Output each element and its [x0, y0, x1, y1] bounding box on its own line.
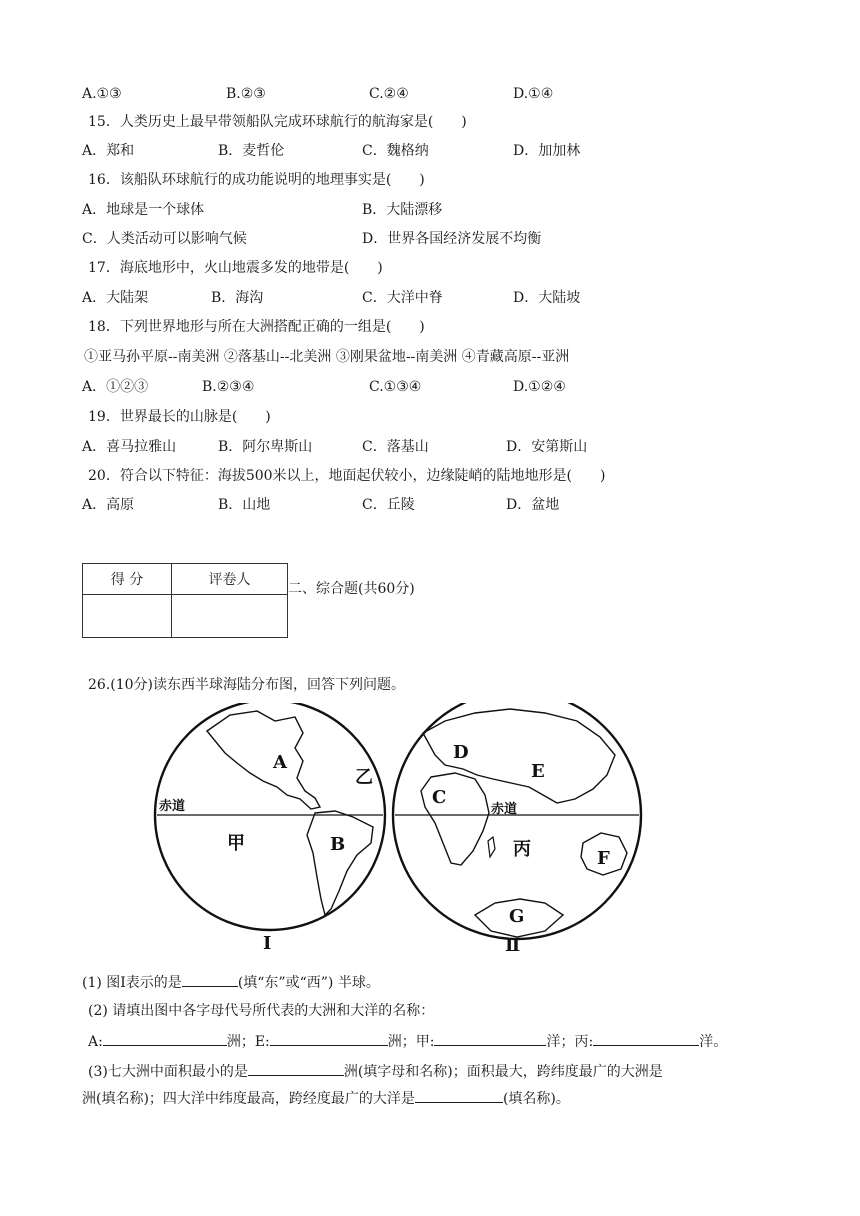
q16-option-a: A．地球是一个球体 — [82, 202, 205, 218]
q14-option-d: D.①④ — [513, 86, 554, 102]
label-f: F — [597, 848, 610, 869]
q14-option-c: C.②④ — [369, 86, 409, 102]
label-d: D — [453, 742, 469, 763]
q26-part2: (2) 请填出图中各字母代号所代表的大洲和大洋的名称： — [88, 1003, 435, 1019]
grader-cell[interactable] — [172, 595, 288, 638]
q26-part2-blanks: A: 洲；E: 洲；甲: 洋；丙: 洋。 — [88, 1031, 727, 1051]
q19-option-b: B．阿尔卑斯山 — [218, 439, 313, 455]
label-b: B — [330, 834, 346, 855]
blank-ocean[interactable] — [415, 1088, 503, 1103]
q16-option-b: B．大陆漂移 — [362, 202, 443, 218]
numeral-two: Ⅱ — [505, 935, 521, 955]
q26-part3-line1: (3)七大洲中面积最小的是 洲(填字母和名称)；面积最大，跨纬度最广的大洲是 — [88, 1061, 663, 1081]
label-jia: 甲 — [227, 833, 245, 854]
score-cell[interactable] — [83, 595, 172, 638]
label-e: E — [531, 761, 545, 782]
question-16-stem: 16．该船队环球航行的成功能说明的地理事实是( ) — [88, 172, 425, 188]
q20-option-a: A．高原 — [82, 497, 135, 513]
question-18-items: ①亚马孙平原--南美洲 ②落基山--北美洲 ③刚果盆地--南美洲 ④青藏高原--亚洲 — [84, 349, 570, 365]
q15-option-c: C．魏格纳 — [362, 143, 429, 159]
q16-option-d: D．世界各国经济发展不均衡 — [362, 231, 542, 247]
east-equator-label: 赤道 — [491, 802, 518, 817]
numeral-one: Ⅰ — [263, 933, 272, 954]
q20-option-c: C．丘陵 — [362, 497, 415, 513]
q18-option-c: C.①③④ — [369, 379, 422, 395]
blank-a[interactable] — [103, 1031, 227, 1046]
question-18-stem: 18．下列世界地形与所在大洲搭配正确的一组是( ) — [88, 319, 425, 335]
part1-blank[interactable] — [182, 972, 238, 987]
eastern-hemisphere — [393, 703, 641, 955]
q20-option-d: D．盆地 — [506, 497, 560, 513]
blank-e[interactable] — [270, 1031, 388, 1046]
blank-bing[interactable] — [593, 1031, 699, 1046]
q16-option-c: C．人类活动可以影响气候 — [82, 231, 247, 247]
q18-option-b: B.②③④ — [202, 379, 255, 395]
blank-smallest[interactable] — [248, 1061, 344, 1076]
q26-part3-line2: 洲(填名称)；四大洋中纬度最高，跨经度最广的大洋是 (填名称)。 — [82, 1088, 570, 1108]
question-17-stem: 17．海底地形中，火山地震多发的地带是( ) — [88, 260, 383, 276]
q19-option-a: A．喜马拉雅山 — [82, 439, 177, 455]
grader-header: 评卷人 — [172, 564, 288, 595]
question-26-stem: 26.(10分)读东西半球海陆分布图，回答下列问题。 — [88, 677, 406, 693]
label-bing: 丙 — [513, 839, 531, 860]
q15-option-b: B．麦哲伦 — [218, 143, 285, 159]
question-15-stem: 15．人类历史上最早带领船队完成环球航行的航海家是( ) — [88, 114, 467, 130]
section-title: 二、综合题(共60分) — [288, 581, 415, 597]
label-yi: 乙 — [355, 767, 373, 788]
q15-option-a: A．郑和 — [82, 143, 135, 159]
score-header: 得 分 — [83, 564, 172, 595]
q20-option-b: B．山地 — [218, 497, 271, 513]
q26-part1: (1) 图Ⅰ表示的是 (填“东”或“西”) 半球。 — [82, 972, 380, 992]
q19-option-c: C．落基山 — [362, 439, 429, 455]
score-table — [82, 563, 288, 638]
q15-option-d: D．加加林 — [513, 143, 581, 159]
q14-option-a: A.①③ — [82, 86, 122, 102]
q17-option-c: C．大洋中脊 — [362, 290, 443, 306]
label-g: G — [509, 906, 525, 927]
question-20-stem: 20．符合以下特征：海拔500米以上，地面起伏较小，边缘陡峭的陆地地形是( ) — [88, 468, 606, 484]
q14-option-b: B.②③ — [226, 86, 266, 102]
question-19-stem: 19．世界最长的山脉是( ) — [88, 409, 271, 425]
q17-option-a: A．大陆架 — [82, 290, 149, 306]
hemisphere-map — [145, 703, 645, 955]
western-hemisphere — [155, 703, 385, 954]
q17-option-d: D．大陆坡 — [513, 290, 581, 306]
west-equator-label: 赤道 — [159, 799, 186, 814]
label-a: A — [273, 752, 287, 773]
blank-jia[interactable] — [434, 1031, 546, 1046]
q17-option-b: B．海沟 — [211, 290, 264, 306]
label-c: C — [432, 787, 447, 808]
q18-option-a: A．①②③ — [82, 379, 149, 395]
q18-option-d: D.①②④ — [513, 379, 566, 395]
q19-option-d: D．安第斯山 — [506, 439, 588, 455]
